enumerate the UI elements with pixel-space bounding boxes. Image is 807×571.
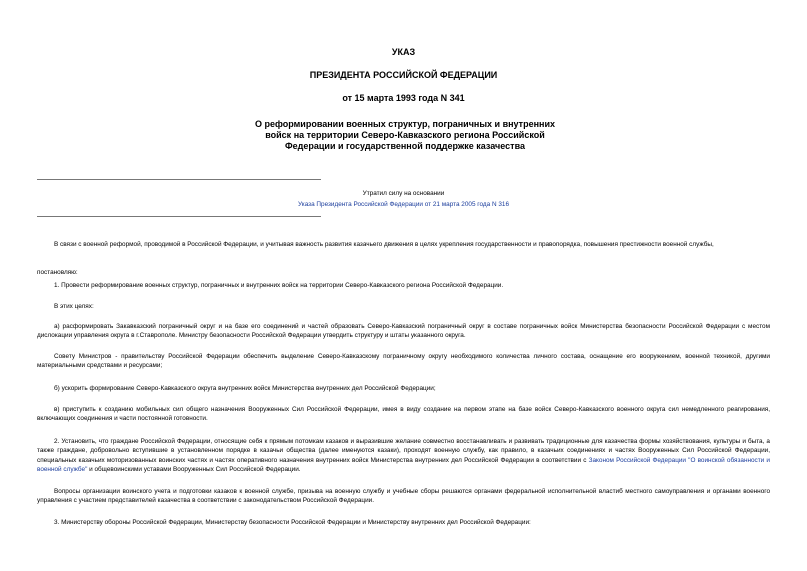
- paragraph-item-b: б) ускорить формирование Северо-Кавказского округа внутренних войск Министерства внутренних дел Российской Федерации;: [54, 385, 436, 392]
- divider-bottom: [37, 216, 321, 217]
- decree-heading: УКАЗ: [391, 47, 416, 57]
- paragraph-item-2-ending: и общевоинскими уставами Вооруженных Сил Российской Федерации.: [87, 465, 301, 473]
- paragraph-item-1: 1. Провести реформирование военных структур, пограничных и внутренних войск на территории Северо-Кавказского региона Российской Федерации.: [54, 282, 504, 289]
- paragraph-item-3: 3. Министерству обороны Российской Федерации, Министерству безопасности Российской Федерации и Министерству внутренних дел Российской Федерации:: [54, 519, 531, 526]
- annul-note-text: Утратил силу на основании: [362, 190, 445, 197]
- paragraph-item-2: [37, 437, 770, 474]
- military-duty-law-link[interactable]: Законом Российской Федерации "О воинской обязанности и военной службе": [37, 456, 770, 473]
- decree-title: О реформировании военных структур, пограничных и внутренних войск на территории Северо-Кавказского региона Российской Федерации и государственной поддержке казачества: [255, 119, 555, 151]
- issuer-heading: ПРЕЗИДЕНТА РОССИЙСКОЙ ФЕДЕРАЦИИ: [309, 70, 498, 80]
- paragraph-resolve: постановляю:: [37, 269, 78, 276]
- paragraph-item-2-text: 2. Установить, что граждане Российской Федерации, относящие себя к прямым потомкам казаков и выразившие желание совместно восстанавливать и развивать традиционные для казачества формы хозяйствования, культуры и быта, а также граждане, добровольно вступившие в установленном порядке в казачьи общества (далее именуются казаки), проходят военную службу, как правило, в казачьих соединениях и частях Вооруженных Сил Российской Федерации, специальных казачьих моторизованных воинских частях и частях оперативного назначения внутренних войск Министерства внутренних дел Российской Федерации в соответствии с: [37, 438, 770, 464]
- annul-decree-link[interactable]: Указа Президента Российской Федерации от 21 марта 2005 года N 316: [297, 201, 510, 208]
- paragraph-purpose: В этих целях:: [54, 303, 94, 310]
- paragraph-preamble: В связи с военной реформой, проводимой в Российской Федерации, и учитывая важность развития казачьего движения в целях укрепления государственности и правопорядка, повышения престижности военной службы,: [54, 241, 714, 248]
- decree-date-number: от 15 марта 1993 года N 341: [342, 93, 465, 103]
- annul-note-link-line: [0, 201, 807, 208]
- paragraph-item-c: в) приступить к созданию мобильных сил общего назначения Вооруженных Сил Российской Федерации, имея в виду создание на первом этапе на базе войск Северо-Кавказского военного округа сил немедленного реагирования, включающих соединения и части постоянной готовности.: [37, 406, 770, 423]
- paragraph-government: Совету Министров - правительству Российской Федерации обеспечить выделение Северо-Кавказскому пограничному округу необходимого количества личного состава, оснащение его вооружением, военной техникой, другими материальными средствами и ресурсами;: [37, 353, 770, 370]
- paragraph-item-a: а) расформировать Закавказский пограничный округ и на базе его соединений и частей образовать Северо-Кавказский пограничный округ в составе пограничных войск Министерства безопасности Российской Федерации с местом дислокации управления округа в г.Ставрополе. Министру безопасности Российской Федерации утвердить структуру и штаты указанного округа.: [37, 323, 770, 340]
- divider-top: [37, 179, 321, 180]
- paragraph-military-registration: Вопросы организации воинского учета и подготовки казаков к военной службе, призыва на военную службу и учебные сборы решаются органами федеральной исполнительной властиб местного самоуправления и органами военного управления с участием представителей казачества в соответствии с законодательством Российской Федерации.: [37, 488, 770, 505]
